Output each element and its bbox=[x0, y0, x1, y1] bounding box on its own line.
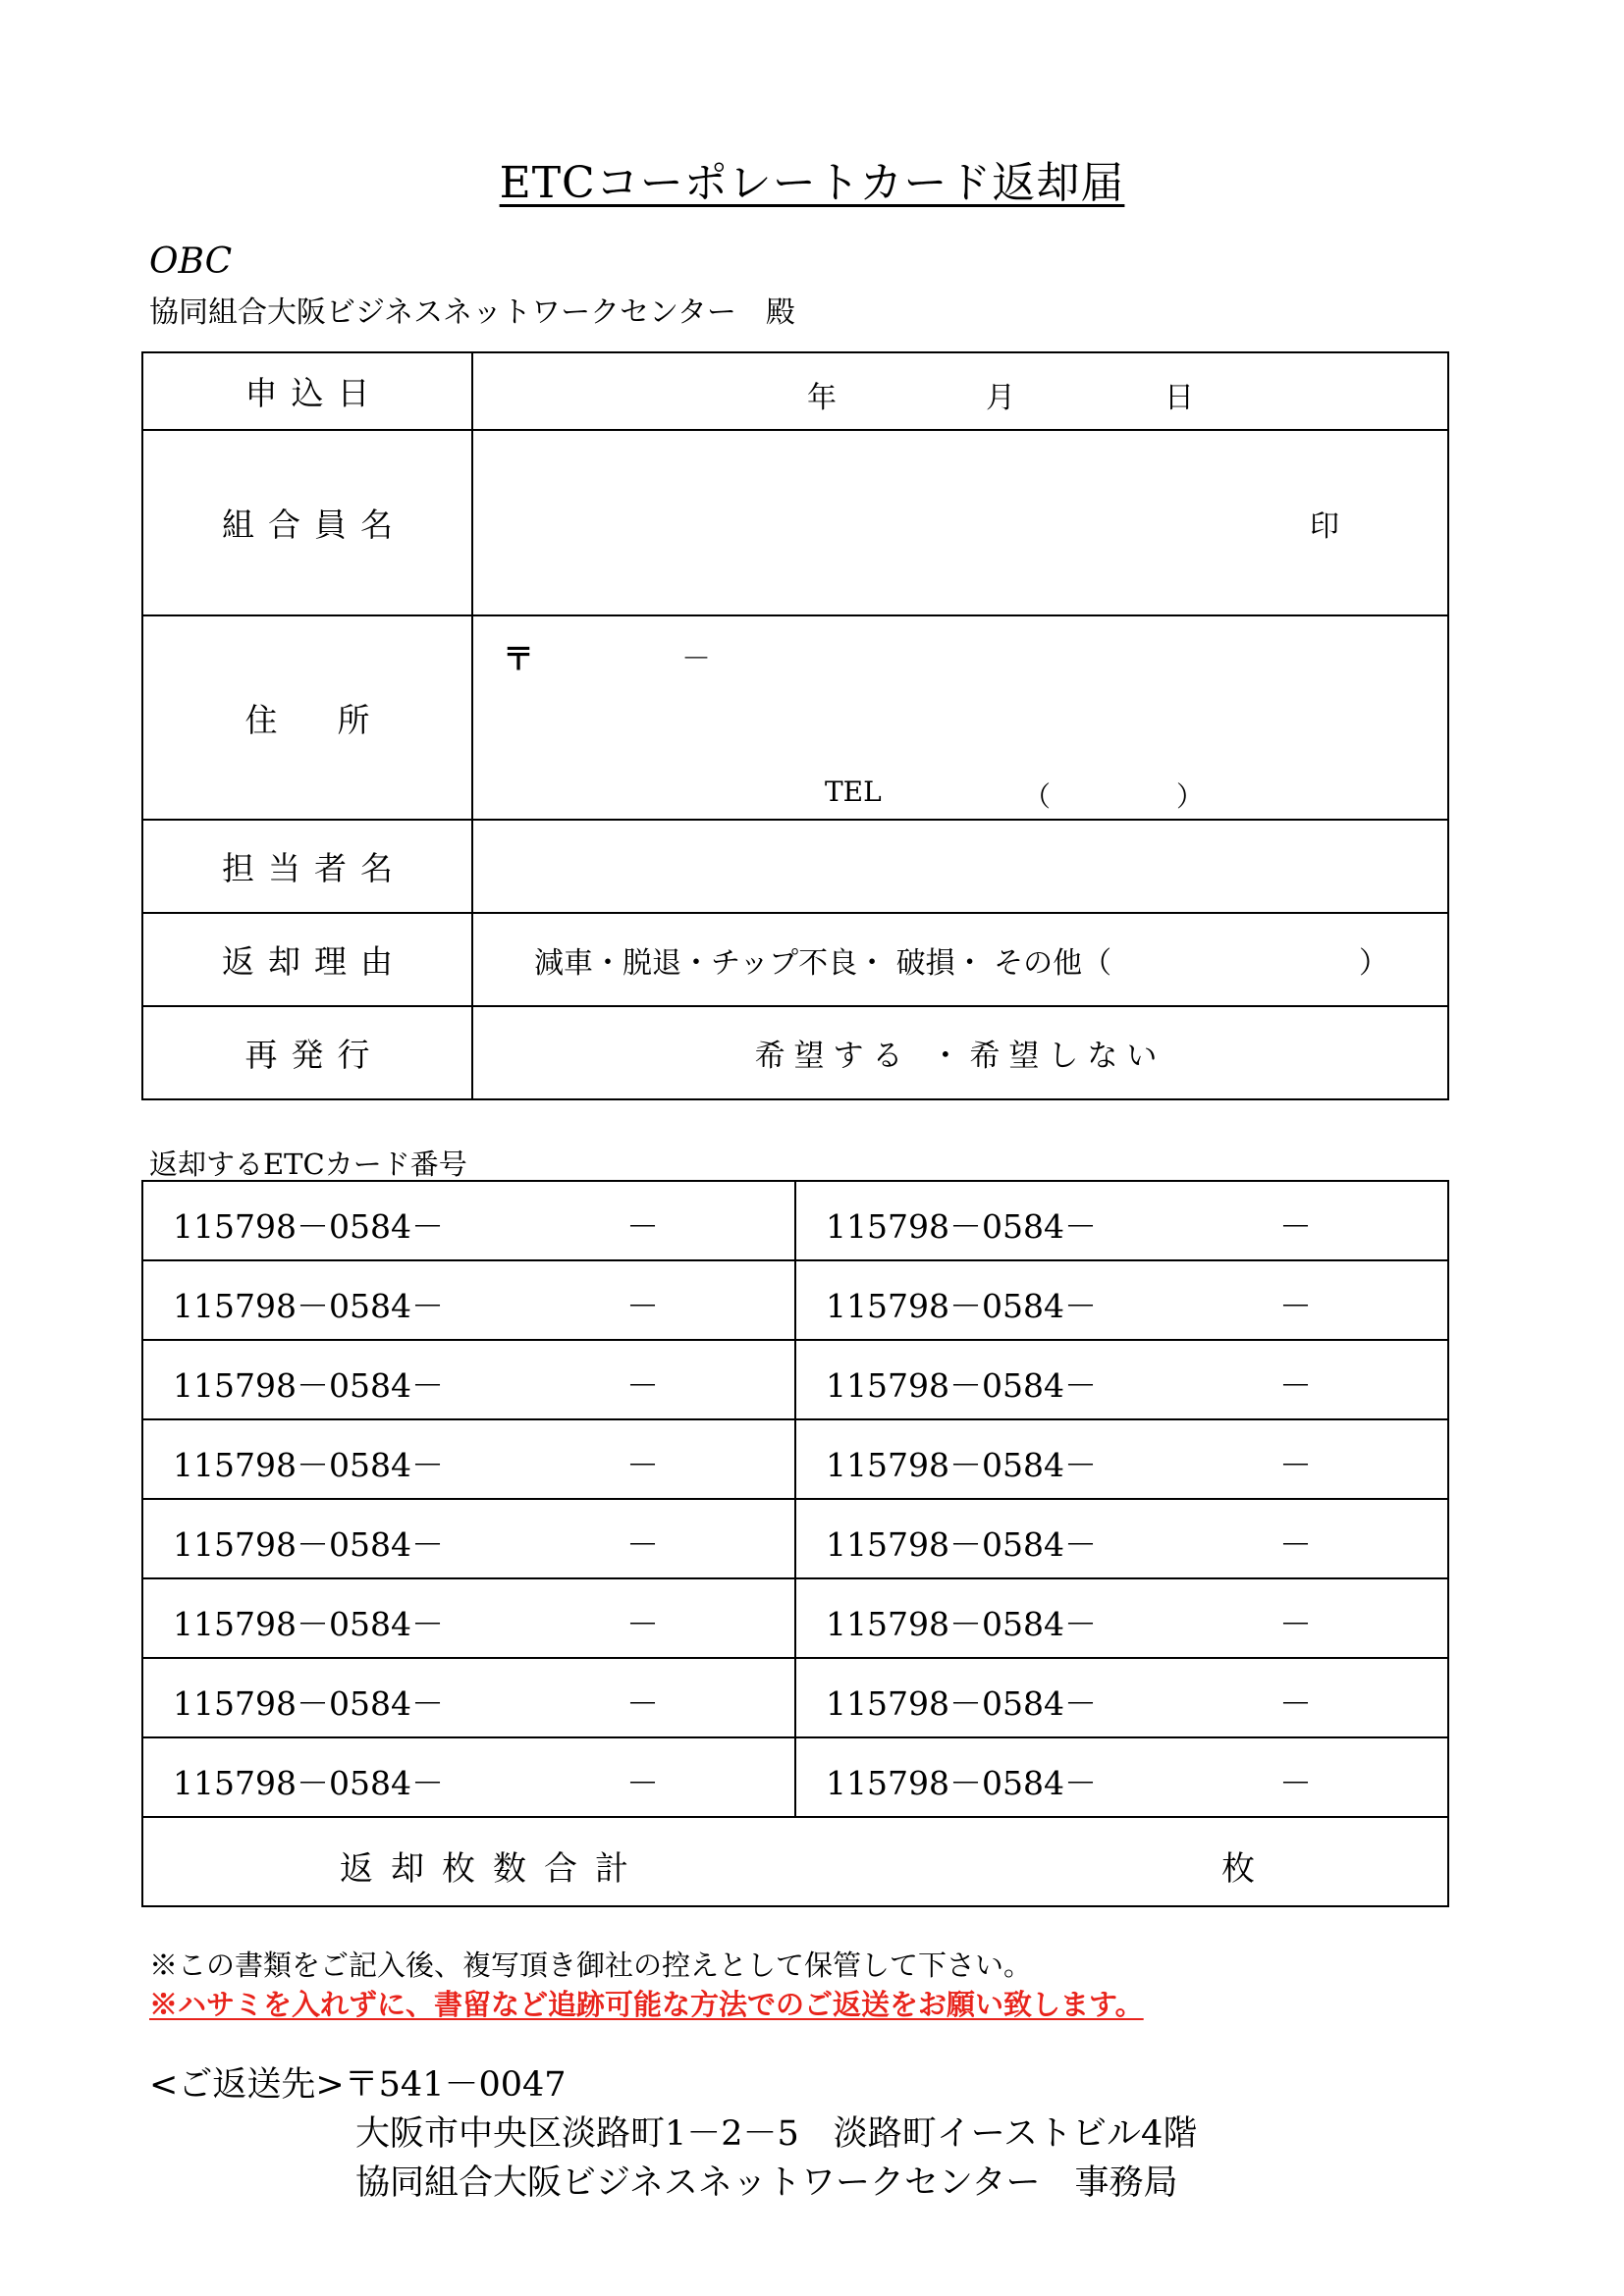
card-prefix: 115798－0584－ bbox=[173, 1207, 444, 1246]
card-dash: － bbox=[626, 1446, 659, 1484]
tel-paren-open: （ bbox=[1023, 780, 1052, 813]
card-dash: － bbox=[626, 1525, 659, 1564]
return-address-line2: 協同組合大阪ビジネスネットワークセンター 事務局 bbox=[355, 2163, 1178, 2203]
card-dash: － bbox=[1279, 1287, 1312, 1325]
card-dash: － bbox=[1279, 1684, 1312, 1723]
card-prefix: 115798－0584－ bbox=[173, 1287, 444, 1325]
card-row bbox=[142, 1578, 1448, 1658]
card-number-field[interactable] bbox=[795, 1658, 1448, 1737]
card-dash: － bbox=[626, 1684, 659, 1723]
card-number-field[interactable] bbox=[142, 1499, 795, 1578]
row-contact-person bbox=[142, 820, 1448, 913]
card-rows bbox=[142, 1181, 1448, 1817]
field-reissue[interactable] bbox=[472, 1006, 1448, 1099]
label-address: 住 所 bbox=[142, 615, 472, 820]
card-dash: － bbox=[1279, 1764, 1312, 1802]
postal-mark: 〒 bbox=[503, 640, 535, 677]
return-reason-close: ） bbox=[1359, 946, 1388, 981]
company-code: OBC bbox=[149, 241, 233, 282]
tel-label: TEL bbox=[825, 775, 882, 808]
card-dash: － bbox=[1279, 1207, 1312, 1246]
row-address bbox=[142, 615, 1448, 820]
return-address-line1: 大阪市中央区淡路町1－2－5 淡路町イーストビル4階 bbox=[355, 2114, 1198, 2154]
card-number-field[interactable] bbox=[795, 1578, 1448, 1658]
card-number-field[interactable] bbox=[142, 1260, 795, 1340]
total-row bbox=[142, 1817, 1448, 1906]
row-application-date bbox=[142, 352, 1448, 430]
field-address[interactable] bbox=[472, 615, 1448, 820]
year-mark: 年 bbox=[807, 381, 837, 415]
return-reason-options: 減車・脱退・チップ不良・ 破損・ その他（ bbox=[534, 945, 1112, 981]
card-dash: － bbox=[626, 1764, 659, 1802]
field-member-name[interactable] bbox=[472, 430, 1448, 615]
card-number-field[interactable] bbox=[795, 1737, 1448, 1817]
card-number-field[interactable] bbox=[795, 1181, 1448, 1260]
card-dash: － bbox=[626, 1605, 659, 1643]
day-mark: 日 bbox=[1164, 381, 1194, 415]
card-row bbox=[142, 1499, 1448, 1578]
card-number-field[interactable] bbox=[795, 1419, 1448, 1499]
tel-paren-close: ） bbox=[1176, 780, 1205, 813]
card-prefix: 115798－0584－ bbox=[173, 1764, 444, 1802]
document-title bbox=[0, 147, 1624, 210]
postal-dash: － bbox=[681, 642, 711, 676]
card-number-table bbox=[141, 1180, 1449, 1907]
card-prefix: 115798－0584－ bbox=[826, 1605, 1097, 1643]
label-return-reason: 返却理由 bbox=[142, 913, 472, 1006]
card-dash: － bbox=[1279, 1525, 1312, 1564]
card-number-field[interactable] bbox=[142, 1340, 795, 1419]
total-cell[interactable] bbox=[142, 1817, 1448, 1906]
application-form-table bbox=[141, 351, 1449, 1100]
mail-warning: ※ハサミを入れずに、書留など追跡可能な方法でのご返送をお願い致します。 bbox=[149, 1988, 1144, 2021]
card-prefix: 115798－0584－ bbox=[826, 1446, 1097, 1484]
card-row bbox=[142, 1340, 1448, 1419]
card-prefix: 115798－0584－ bbox=[826, 1764, 1097, 1802]
card-row bbox=[142, 1658, 1448, 1737]
card-prefix: 115798－0584－ bbox=[173, 1684, 444, 1723]
card-prefix: 115798－0584－ bbox=[826, 1525, 1097, 1564]
card-prefix: 115798－0584－ bbox=[826, 1366, 1097, 1405]
card-dash: － bbox=[626, 1207, 659, 1246]
card-prefix: 115798－0584－ bbox=[173, 1605, 444, 1643]
card-prefix: 115798－0584－ bbox=[826, 1684, 1097, 1723]
card-number-field[interactable] bbox=[142, 1658, 795, 1737]
label-reissue: 再発行 bbox=[142, 1006, 472, 1099]
card-number-field[interactable] bbox=[795, 1499, 1448, 1578]
label-member-name: 組合員名 bbox=[142, 430, 472, 615]
card-row bbox=[142, 1260, 1448, 1340]
card-number-field[interactable] bbox=[795, 1260, 1448, 1340]
field-contact-person[interactable] bbox=[472, 820, 1448, 913]
card-prefix: 115798－0584－ bbox=[826, 1207, 1097, 1246]
reissue-options: 希望する ・希望しない bbox=[754, 1039, 1166, 1074]
label-application-date: 申込日 bbox=[142, 352, 472, 430]
seal-mark: 印 bbox=[1310, 509, 1339, 544]
card-prefix: 115798－0584－ bbox=[826, 1287, 1097, 1325]
card-number-field[interactable] bbox=[142, 1578, 795, 1658]
card-number-field[interactable] bbox=[142, 1737, 795, 1817]
copy-note: ※この書類をご記入後、複写頂き御社の控えとして保管して下さい。 bbox=[149, 1949, 1033, 1982]
card-number-field[interactable] bbox=[142, 1181, 795, 1260]
card-section-caption: 返却するETCカード番号 bbox=[149, 1148, 467, 1181]
card-row bbox=[142, 1181, 1448, 1260]
card-prefix: 115798－0584－ bbox=[173, 1525, 444, 1564]
card-dash: － bbox=[1279, 1446, 1312, 1484]
addressee: 協同組合大阪ビジネスネットワークセンター 殿 bbox=[149, 295, 795, 330]
document-title-text: ETCコーポレートカード返却届 bbox=[499, 158, 1125, 208]
card-dash: － bbox=[1279, 1366, 1312, 1405]
card-dash: － bbox=[1279, 1605, 1312, 1643]
card-prefix: 115798－0584－ bbox=[173, 1446, 444, 1484]
card-dash: － bbox=[626, 1287, 659, 1325]
row-member-name bbox=[142, 430, 1448, 615]
card-row bbox=[142, 1419, 1448, 1499]
card-prefix: 115798－0584－ bbox=[173, 1366, 444, 1405]
card-dash: － bbox=[626, 1366, 659, 1405]
field-return-reason[interactable] bbox=[472, 913, 1448, 1006]
card-number-field[interactable] bbox=[795, 1340, 1448, 1419]
row-reissue bbox=[142, 1006, 1448, 1099]
card-number-field[interactable] bbox=[142, 1419, 795, 1499]
total-label: 返却枚数合計 bbox=[340, 1849, 646, 1889]
month-mark: 月 bbox=[986, 381, 1015, 415]
label-contact-person: 担当者名 bbox=[142, 820, 472, 913]
card-row bbox=[142, 1737, 1448, 1817]
field-application-date[interactable] bbox=[472, 352, 1448, 430]
return-address-label: <ご返送先>〒541－0047 bbox=[149, 2065, 567, 2105]
row-return-reason bbox=[142, 913, 1448, 1006]
total-unit: 枚 bbox=[1221, 1849, 1255, 1889]
